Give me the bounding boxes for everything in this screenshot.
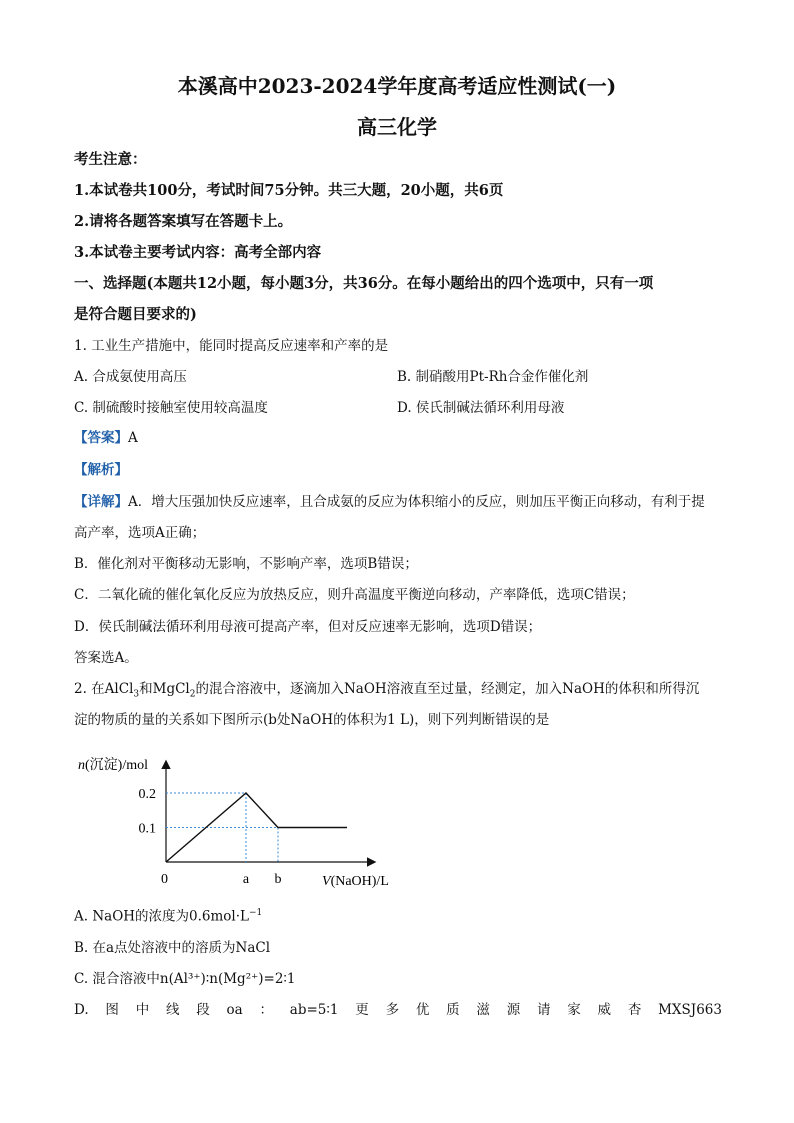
origin-label: 0 — [161, 872, 168, 887]
q2-option-b: B. 在a点处溶液中的溶质为NaCl — [74, 940, 271, 956]
precipitate-chart — [74, 748, 414, 898]
q2-option-a-text: A. NaOH的浓度为0.6mol·L — [74, 908, 250, 925]
x-tick-label: a — [242, 872, 250, 887]
q1-option-c: C. 制硫酸时接触室使用较高温度 — [74, 400, 268, 416]
x-tick-label: b — [274, 872, 282, 887]
q1-analysis — [74, 464, 128, 478]
q2-stem-line1 — [74, 683, 699, 700]
q2-option-d-token: D. — [74, 1002, 89, 1018]
q1-detail-line4: C．二氧化硫的催化氧化反应为放热反应，则升高温度平衡逆向移动，产率降低，选项C错误； — [74, 587, 635, 603]
q2-option-d-token: 中 — [135, 1002, 150, 1018]
q2-stem-part: 的混合溶液中，逐滴加入NaOH溶液直至过量，经测定，加入NaOH的体积和所得沉 — [195, 681, 700, 697]
chart-marks — [139, 787, 348, 887]
exam-subtitle: 高三化学 — [357, 115, 437, 139]
q2-option-d — [74, 1004, 722, 1018]
q2-option-d-token: 源 — [506, 1002, 521, 1018]
q2-stem-part: 2. 在AlCl — [74, 681, 134, 697]
section-heading-line1: 一、选择题(本题共12小题，每小题3分，共36分。在每小题给出的四个选项中，只有一项 — [74, 275, 654, 292]
notice-heading: 考生注意： — [74, 151, 147, 168]
section-heading-line2: 是符合题目要求的) — [74, 306, 197, 323]
q2-option-d-token: 滋 — [476, 1002, 490, 1018]
superscript: −1 — [249, 908, 263, 918]
q2-option-d-token: ： — [259, 1002, 274, 1018]
subscript: 2 — [189, 689, 196, 700]
q2-option-a — [74, 909, 262, 924]
q2-option-d-token: 多 — [385, 1002, 400, 1018]
q2-option-d-token: MXSJ663 — [658, 1002, 722, 1018]
q1-option-b: B. 制硝酸用Pt-Rh合金作催化剂 — [397, 369, 589, 385]
notice-item-1: 1.本试卷共100分，考试时间75分钟。共三大题，20小题，共6页 — [74, 182, 504, 199]
q1-option-d: D. 侯氏制碱法循环利用母液 — [397, 400, 565, 416]
q1-conclusion: 答案选A。 — [74, 650, 138, 666]
q1-stem: 1. 工业生产措施中，能同时提高反应速率和产率的是 — [74, 338, 389, 354]
q2-option-d-token: 杏 — [627, 1002, 642, 1018]
q1-detail-line1 — [74, 496, 705, 510]
q2-stem-part: 和MgCl — [139, 681, 190, 697]
q1-detail-line5: D．侯氏制碱法循环利用母液可提高产率，但对反应速率无影响，选项D错误； — [74, 619, 542, 635]
q2-option-d-token: 线 — [165, 1002, 180, 1018]
answer-value: A — [128, 430, 138, 446]
q2-option-d-token: 图 — [105, 1002, 119, 1018]
q2-option-d-token: 请 — [536, 1002, 551, 1018]
exam-title: 本溪高中2023-2024学年度高考适应性测试(一) — [177, 74, 617, 98]
q2-stem-line2: 淀的物质的量的关系如下图所示(b处NaOH的体积为1 L)，则下列判断错误的是 — [74, 712, 550, 728]
q1-detail-line2: 高产率，选项A正确； — [74, 525, 206, 541]
y-tick-label: 0.1 — [138, 821, 156, 837]
answer-tag: 【答案】 — [74, 430, 128, 446]
q2-option-d-token: 段 — [196, 1002, 210, 1018]
q1-answer — [74, 432, 138, 446]
analysis-tag: 【解析】 — [74, 462, 128, 478]
y-axis-label: n(沉淀)/mol — [78, 758, 148, 773]
q2-option-d-token: 质 — [446, 1002, 460, 1018]
q2-option-d-token: 威 — [597, 1002, 612, 1018]
subscript: 3 — [133, 689, 140, 700]
q2-option-c: C. 混合溶液中n(Al³⁺)∶n(Mg²⁺)=2∶1 — [74, 971, 296, 987]
q2-option-d-token: 更 — [355, 1002, 369, 1018]
detail-tag: 【详解】 — [74, 494, 128, 510]
series-line — [166, 793, 347, 862]
q2-option-d-token: 家 — [567, 1002, 581, 1018]
q2-option-d-token: ab=5∶1 — [289, 1002, 339, 1018]
notice-item-3: 3.本试卷主要考试内容：高考全部内容 — [74, 244, 322, 261]
notice-item-2: 2.请将各题答案填写在答题卡上。 — [74, 213, 293, 230]
q1-option-a: A. 合成氨使用高压 — [74, 369, 187, 385]
q2-option-d-token: oa — [226, 1002, 243, 1018]
detail-text-1: A．增大压强加快反应速率，且合成氨的反应为体积缩小的反应，则加压平衡正向移动，有利于提 — [128, 494, 705, 510]
q2-option-d-token: 优 — [415, 1002, 430, 1018]
x-axis-label: V(NaOH)/L — [322, 874, 389, 889]
q1-detail-line3: B．催化剂对平衡移动无影响，不影响产率，选项B错误； — [74, 556, 418, 572]
y-tick-label: 0.2 — [138, 787, 156, 802]
